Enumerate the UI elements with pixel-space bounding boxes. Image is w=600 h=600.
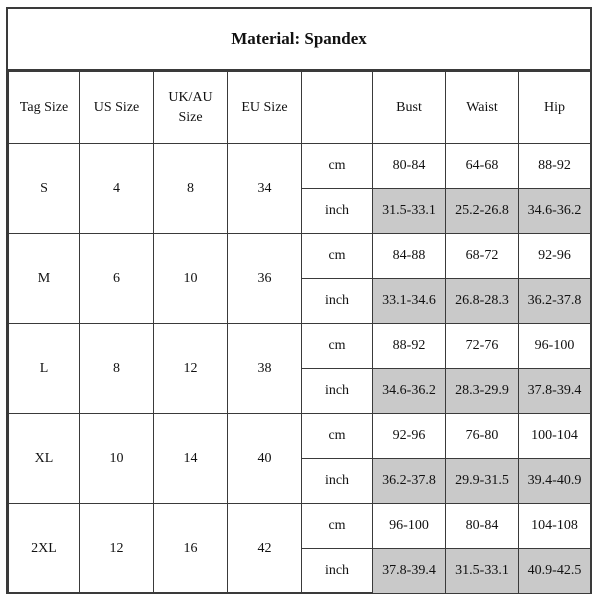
waist-inch-cell: 29.9-31.5 xyxy=(446,459,519,504)
eu-size-cell: 42 xyxy=(228,504,302,594)
uk-au-size-cell: 10 xyxy=(154,234,228,324)
header-uk-au-size xyxy=(154,72,228,144)
eu-size-cell: 40 xyxy=(228,414,302,504)
us-size-cell: 4 xyxy=(80,144,154,234)
header-eu-size: EU Size xyxy=(228,72,302,144)
eu-size-cell: 36 xyxy=(228,234,302,324)
us-size-cell: 10 xyxy=(80,414,154,504)
tag-size-cell: S xyxy=(9,144,80,234)
tag-size-cell: 2XL xyxy=(9,504,80,594)
size-table xyxy=(8,71,591,594)
hip-inch-cell: 39.4-40.9 xyxy=(519,459,591,504)
size-row-cm xyxy=(9,234,591,279)
waist-inch-cell: 26.8-28.3 xyxy=(446,279,519,324)
bust-inch-cell: 37.8-39.4 xyxy=(373,549,446,594)
bust-inch-cell: 31.5-33.1 xyxy=(373,189,446,234)
unit-inch-cell: inch xyxy=(302,549,373,594)
header-tag-size: Tag Size xyxy=(9,72,80,144)
header-hip: Hip xyxy=(519,72,591,144)
waist-cm-cell: 72-76 xyxy=(446,324,519,369)
hip-inch-cell: 34.6-36.2 xyxy=(519,189,591,234)
header-us-size: US Size xyxy=(80,72,154,144)
unit-cm-cell: cm xyxy=(302,324,373,369)
uk-au-size-cell: 16 xyxy=(154,504,228,594)
unit-cm-cell: cm xyxy=(302,414,373,459)
bust-cm-cell: 84-88 xyxy=(373,234,446,279)
unit-inch-cell: inch xyxy=(302,279,373,324)
us-size-cell: 6 xyxy=(80,234,154,324)
eu-size-cell: 38 xyxy=(228,324,302,414)
header-unit xyxy=(302,72,373,144)
waist-inch-cell: 31.5-33.1 xyxy=(446,549,519,594)
uk-au-size-cell: 8 xyxy=(154,144,228,234)
tag-size-cell: XL xyxy=(9,414,80,504)
chart-title: Material: Spandex xyxy=(8,9,590,71)
hip-inch-cell: 37.8-39.4 xyxy=(519,369,591,414)
size-row-cm xyxy=(9,144,591,189)
hip-cm-cell: 92-96 xyxy=(519,234,591,279)
header-uk-au-line1: UK/AU xyxy=(168,89,213,105)
header-uk-au-line2: Size xyxy=(178,109,203,125)
unit-cm-cell: cm xyxy=(302,234,373,279)
waist-inch-cell: 28.3-29.9 xyxy=(446,369,519,414)
waist-cm-cell: 68-72 xyxy=(446,234,519,279)
hip-cm-cell: 96-100 xyxy=(519,324,591,369)
uk-au-size-cell: 12 xyxy=(154,324,228,414)
bust-cm-cell: 96-100 xyxy=(373,504,446,549)
waist-inch-cell: 25.2-26.8 xyxy=(446,189,519,234)
unit-cm-cell: cm xyxy=(302,504,373,549)
unit-inch-cell: inch xyxy=(302,369,373,414)
tag-size-cell: L xyxy=(9,324,80,414)
uk-au-size-cell: 14 xyxy=(154,414,228,504)
unit-inch-cell: inch xyxy=(302,459,373,504)
size-chart xyxy=(6,7,592,594)
header-bust: Bust xyxy=(373,72,446,144)
size-row-cm xyxy=(9,324,591,369)
us-size-cell: 8 xyxy=(80,324,154,414)
unit-inch-cell: inch xyxy=(302,189,373,234)
bust-inch-cell: 34.6-36.2 xyxy=(373,369,446,414)
hip-inch-cell: 40.9-42.5 xyxy=(519,549,591,594)
bust-cm-cell: 88-92 xyxy=(373,324,446,369)
size-row-cm xyxy=(9,504,591,549)
hip-inch-cell: 36.2-37.8 xyxy=(519,279,591,324)
header-waist: Waist xyxy=(446,72,519,144)
waist-cm-cell: 76-80 xyxy=(446,414,519,459)
hip-cm-cell: 100-104 xyxy=(519,414,591,459)
waist-cm-cell: 80-84 xyxy=(446,504,519,549)
hip-cm-cell: 104-108 xyxy=(519,504,591,549)
bust-inch-cell: 33.1-34.6 xyxy=(373,279,446,324)
size-row-cm xyxy=(9,414,591,459)
eu-size-cell: 34 xyxy=(228,144,302,234)
tag-size-cell: M xyxy=(9,234,80,324)
bust-cm-cell: 92-96 xyxy=(373,414,446,459)
hip-cm-cell: 88-92 xyxy=(519,144,591,189)
us-size-cell: 12 xyxy=(80,504,154,594)
unit-cm-cell: cm xyxy=(302,144,373,189)
waist-cm-cell: 64-68 xyxy=(446,144,519,189)
bust-inch-cell: 36.2-37.8 xyxy=(373,459,446,504)
header-row xyxy=(9,72,591,144)
bust-cm-cell: 80-84 xyxy=(373,144,446,189)
